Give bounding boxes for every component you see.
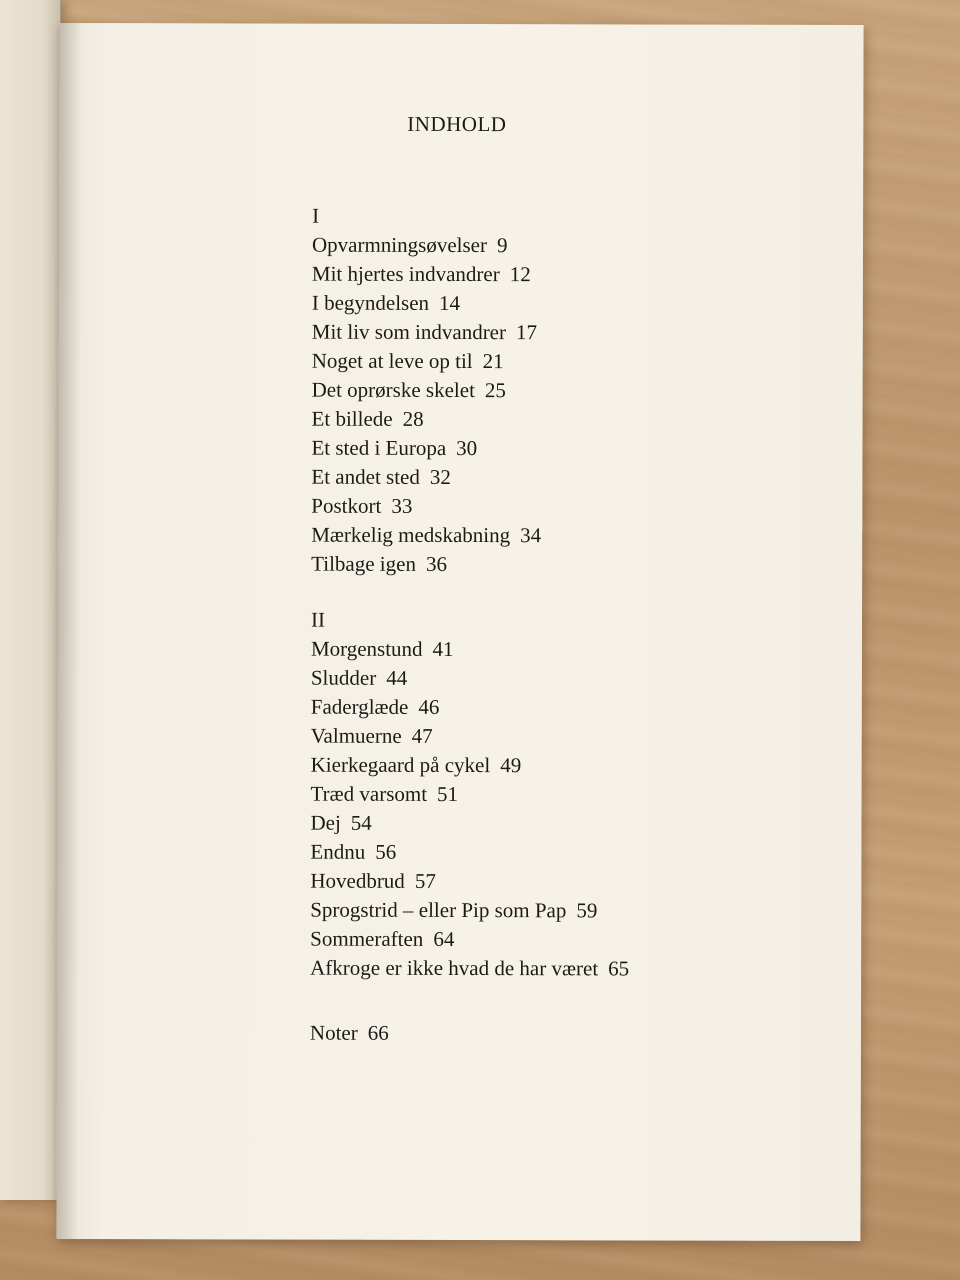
entry-title: Træd varsomt xyxy=(310,781,428,806)
entry-page-number: 64 xyxy=(433,926,455,951)
toc-entry xyxy=(310,954,629,984)
entry-title: Det oprørske skelet xyxy=(311,377,475,403)
toc-entry xyxy=(312,347,631,377)
toc-entry xyxy=(312,405,631,435)
entry-title: Morgenstund xyxy=(310,636,423,661)
toc-entry xyxy=(312,260,631,290)
toc-entry xyxy=(311,550,630,580)
entry-title: Opvarmningsøvelser xyxy=(311,232,488,258)
entry-title: Et billede xyxy=(311,406,393,431)
entry-title: Valmuerne xyxy=(310,723,402,748)
toc-entry xyxy=(311,434,630,464)
entry-title: Tilbage igen xyxy=(311,551,417,576)
entry-page-number: 17 xyxy=(515,320,538,345)
entry-page-number: 9 xyxy=(496,233,508,258)
entry-title: Faderglæde xyxy=(310,694,409,719)
section-numeral: I xyxy=(312,203,320,228)
page-gutter-shadow xyxy=(56,23,81,1239)
entry-title: Kierkegaard på cykel xyxy=(310,752,491,778)
entry-title: Postkort xyxy=(311,493,382,518)
section-spacer xyxy=(310,983,629,1020)
toc-entry xyxy=(310,809,629,839)
table-of-contents xyxy=(310,202,631,1049)
toc-title: INDHOLD xyxy=(407,111,507,137)
entry-title: Sprogstrid – eller Pip som Pap xyxy=(310,897,567,923)
toc-entry xyxy=(312,289,631,319)
toc-entry xyxy=(311,463,630,493)
entry-title: Mærkelig medskabning xyxy=(311,522,511,548)
entry-title: Et sted i Europa xyxy=(311,435,447,460)
entry-page-number: 14 xyxy=(439,290,461,315)
entry-page-number: 59 xyxy=(576,898,598,923)
toc-entry xyxy=(311,693,630,723)
entry-page-number: 21 xyxy=(482,349,504,374)
entry-title: Endnu xyxy=(310,839,366,864)
entry-page-number: 44 xyxy=(386,665,408,690)
entry-page-number: 66 xyxy=(367,1020,389,1045)
entry-title: Sommeraften xyxy=(310,926,424,951)
toc-entry xyxy=(311,635,630,665)
toc-entry xyxy=(312,318,631,348)
facing-page-edge xyxy=(0,0,61,1200)
entry-title: Hovedbrud xyxy=(310,868,405,893)
entry-page-number: 36 xyxy=(425,551,448,576)
entry-page-number: 65 xyxy=(608,956,630,981)
entry-page-number: 41 xyxy=(432,636,454,661)
entry-title: Sludder xyxy=(310,665,377,690)
entry-page-number: 57 xyxy=(414,868,436,893)
toc-entry xyxy=(311,722,630,752)
toc-entry xyxy=(311,751,630,781)
entry-page-number: 32 xyxy=(429,464,451,489)
toc-entry xyxy=(310,925,629,955)
toc-entry xyxy=(310,867,629,897)
entry-title: Afkroge er ikke hvad de har været xyxy=(310,955,599,981)
entry-title: Et andet sted xyxy=(311,464,420,489)
entry-title: Noter xyxy=(309,1020,358,1045)
toc-entry-notes xyxy=(310,1019,629,1049)
entry-page-number: 30 xyxy=(456,435,478,461)
toc-entry xyxy=(310,838,629,868)
entry-page-number: 28 xyxy=(402,406,424,431)
toc-entry xyxy=(312,376,631,406)
toc-entry xyxy=(311,780,630,810)
toc-entry xyxy=(311,664,630,694)
entry-page-number: 25 xyxy=(484,378,506,403)
toc-entry xyxy=(310,896,629,926)
toc-entry xyxy=(311,492,630,522)
entry-page-number: 49 xyxy=(500,753,522,778)
entry-page-number: 47 xyxy=(411,723,433,748)
section-spacer xyxy=(311,579,630,607)
book-page xyxy=(56,23,863,1241)
entry-title: Mit hjertes indvandrer xyxy=(311,261,500,287)
toc-entry xyxy=(311,521,630,551)
entry-page-number: 54 xyxy=(350,810,372,835)
entry-title: Dej xyxy=(310,810,341,835)
toc-entry xyxy=(312,231,631,261)
section-numeral: II xyxy=(311,607,326,632)
entry-page-number: 51 xyxy=(437,781,459,806)
entry-page-number: 12 xyxy=(509,262,531,287)
entry-title: Noget at leve op til xyxy=(311,348,473,374)
entry-title: I begyndelsen xyxy=(311,290,430,315)
entry-page-number: 34 xyxy=(520,523,542,548)
entry-page-number: 33 xyxy=(391,493,413,518)
entry-page-number: 56 xyxy=(375,839,397,864)
entry-page-number: 46 xyxy=(418,694,440,719)
entry-title: Mit liv som indvandrer xyxy=(311,319,507,345)
